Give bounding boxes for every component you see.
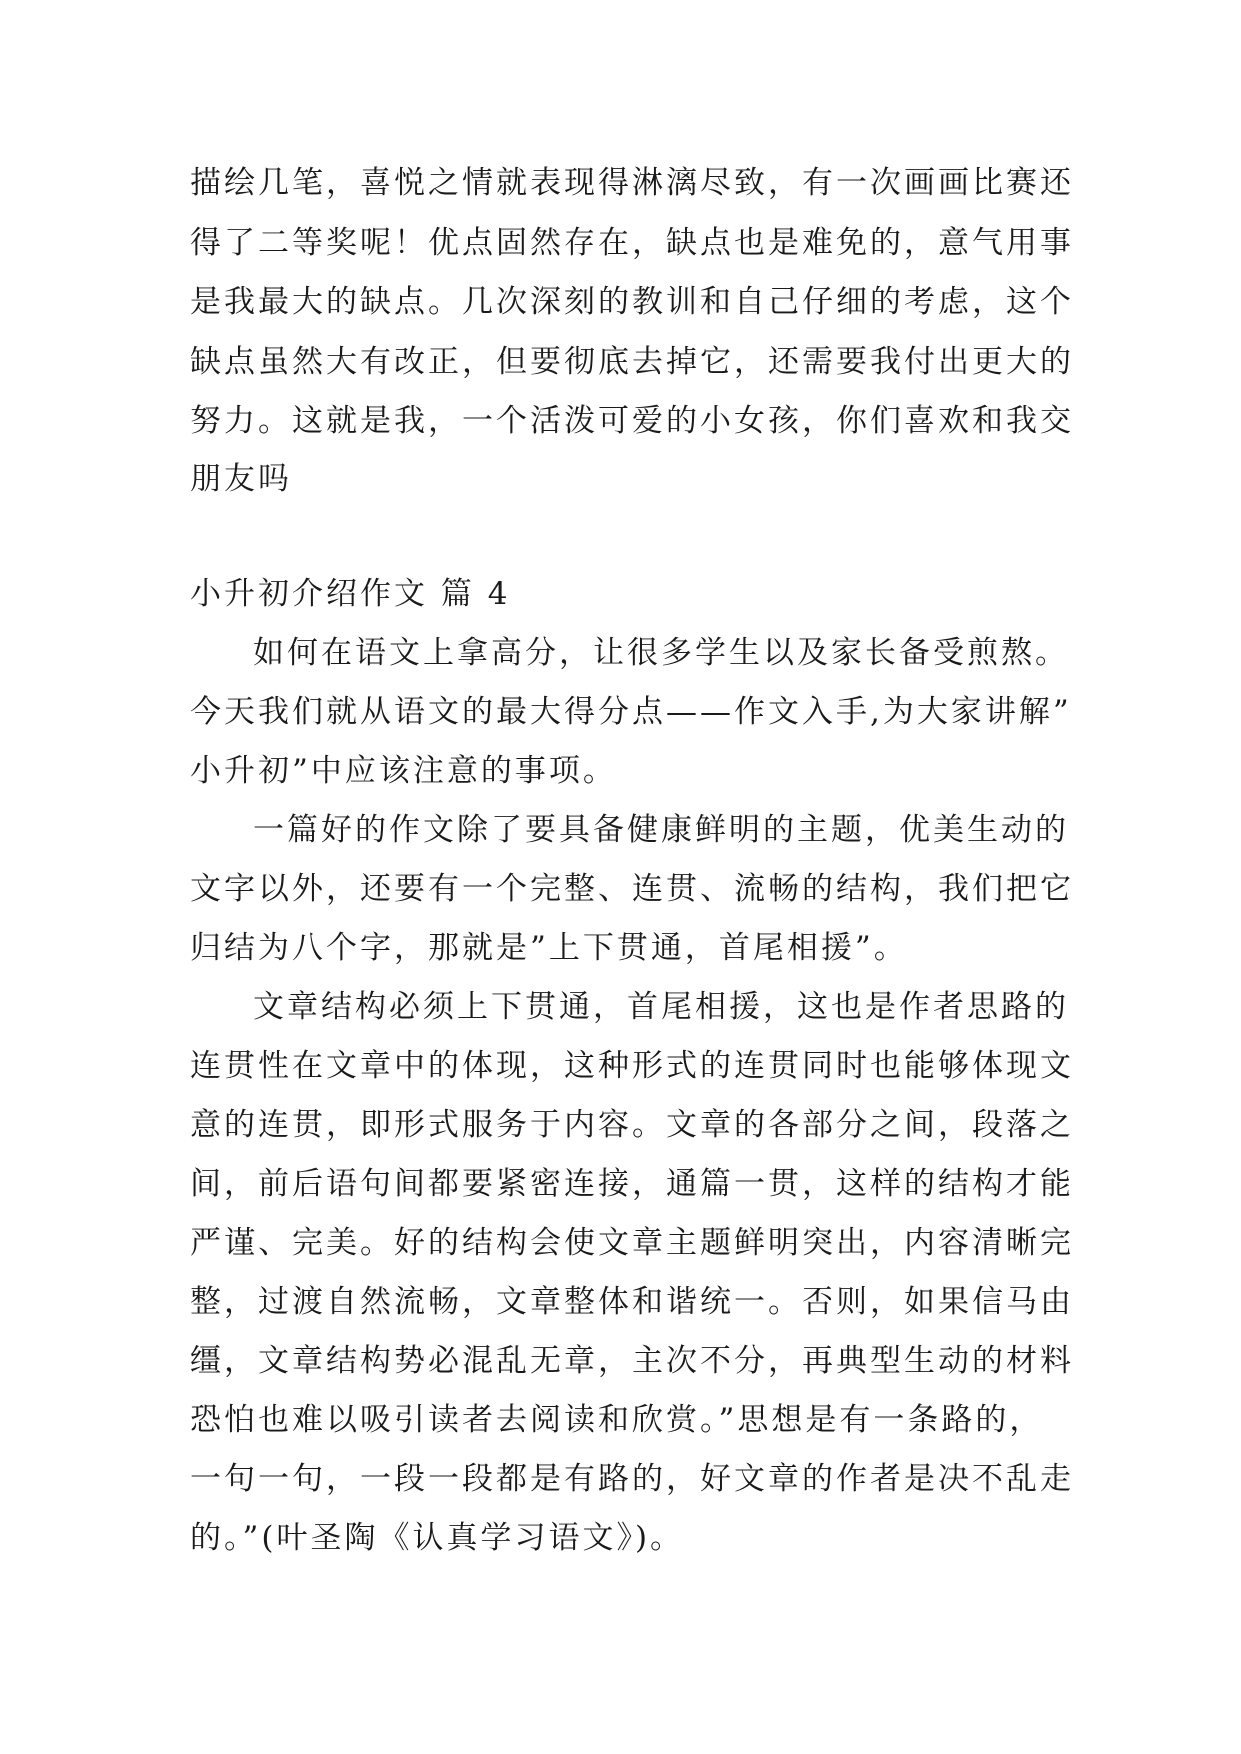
- text-line: 如何在语文上拿高分，让很多学生以及家长备受煎熬。: [253, 635, 1069, 671]
- text-line: 意的连贯，即形式服务于内容。文章的各部分之间，段落之: [190, 1107, 1074, 1143]
- text-line: 严谨、完美。好的结构会使文章主题鲜明突出，内容清晰完: [190, 1225, 1074, 1261]
- text-line: 缰，文章结构势必混乱无章，主次不分，再典型生动的材料: [190, 1343, 1074, 1379]
- text-line: 文字以外，还要有一个完整、连贯、流畅的结构，我们把它: [190, 871, 1074, 907]
- text-line: 连贯性在文章中的体现，这种形式的连贯同时也能够体现文: [190, 1048, 1074, 1084]
- text-line: 小升初”中应该注意的事项。: [190, 753, 617, 789]
- text-line: 是我最大的缺点。几次深刻的教训和自己仔细的考虑，这个: [190, 284, 1074, 320]
- text-line: 缺点虽然大有改正，但要彻底去掉它，还需要我付出更大的: [190, 344, 1074, 380]
- text-line: 整，过渡自然流畅，文章整体和谐统一。否则，如果信马由: [190, 1284, 1074, 1320]
- text-line: 朋友吗: [190, 461, 292, 497]
- section-heading: 小升初介绍作文 篇 4: [190, 576, 511, 612]
- text-line: 归结为八个字，那就是”上下贯通，首尾相援”。: [190, 930, 908, 966]
- text-line: 恐怕也难以吸引读者去阅读和欣赏。”思想是有一条路的，: [190, 1402, 1044, 1438]
- text-line: 努力。这就是我，一个活泼可爱的小女孩，你们喜欢和我交: [190, 403, 1074, 439]
- text-line: 描绘几笔，喜悦之情就表现得淋漓尽致，有一次画画比赛还: [190, 165, 1074, 201]
- text-line: 的。”(叶圣陶《认真学习语文》)。: [190, 1520, 685, 1556]
- text-line: 得了二等奖呢！优点固然存在，缺点也是难免的，意气用事: [190, 225, 1074, 261]
- text-line: 一句一句，一段一段都是有路的，好文章的作者是决不乱走: [190, 1461, 1074, 1497]
- text-line: 今天我们就从语文的最大得分点——作文入手,为大家讲解”: [190, 694, 1072, 730]
- text-line: 文章结构必须上下贯通，首尾相援，这也是作者思路的: [253, 989, 1069, 1025]
- text-line: 一篇好的作文除了要具备健康鲜明的主题，优美生动的: [253, 812, 1069, 848]
- text-line: 间，前后语句间都要紧密连接，通篇一贯，这样的结构才能: [190, 1166, 1074, 1202]
